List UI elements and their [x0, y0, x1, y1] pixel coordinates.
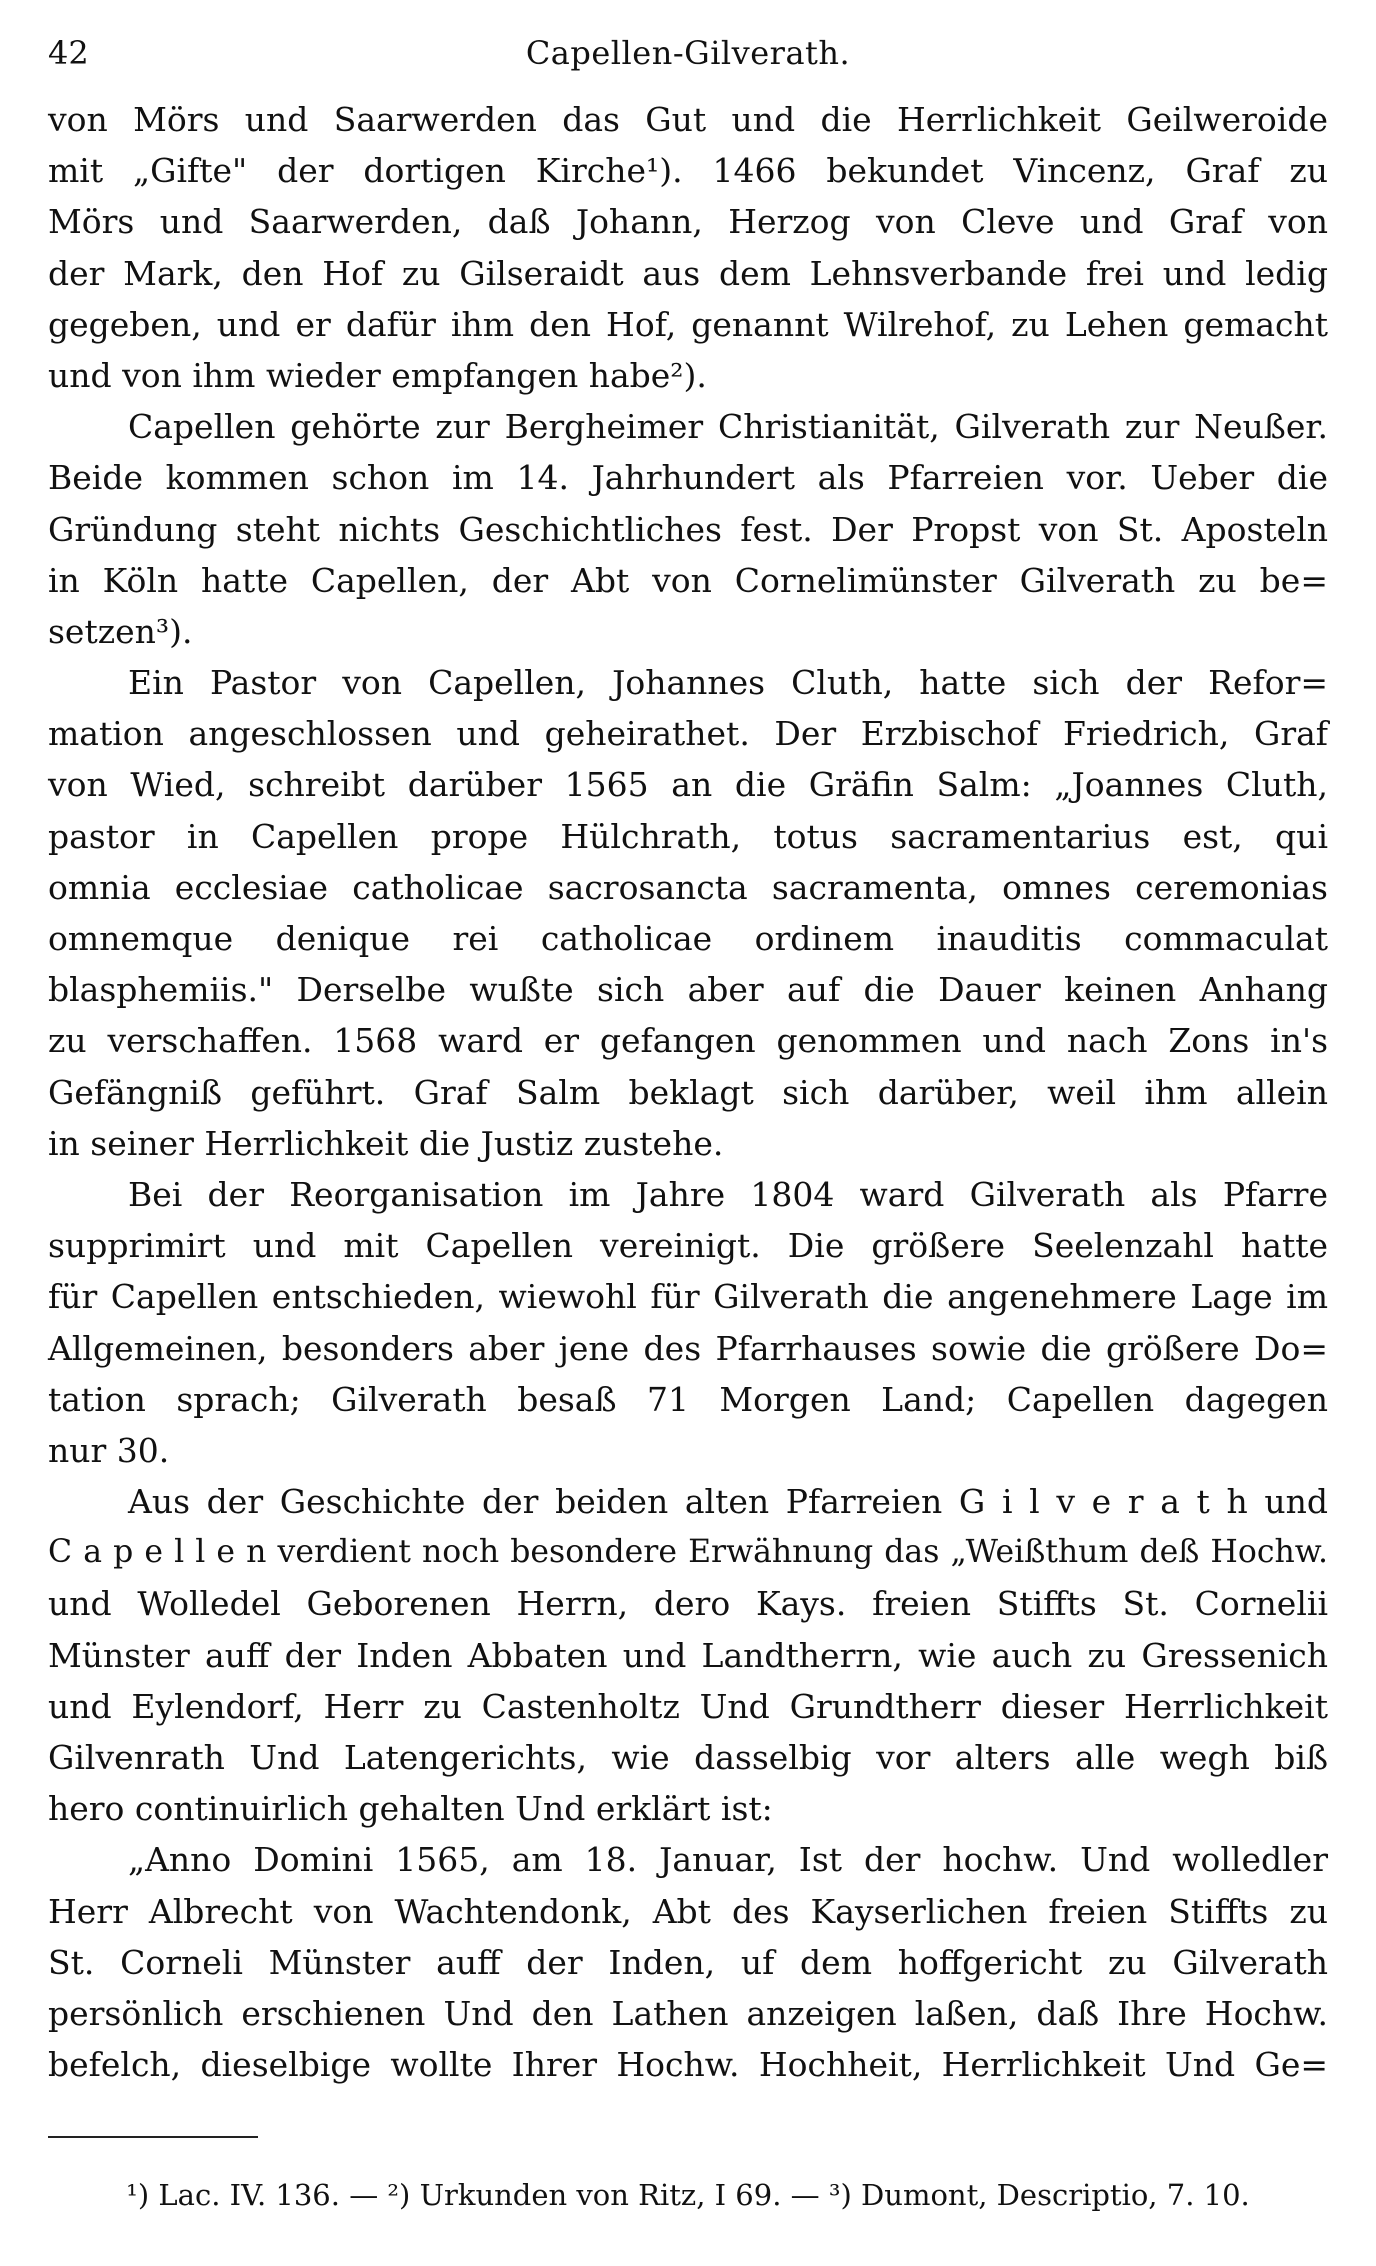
text-line: nur 30.	[48, 1430, 170, 1470]
page-header	[48, 28, 1328, 90]
body-text	[48, 94, 1328, 2090]
text-line: Ein Pastor von Capellen, Johannes Cluth, hatte sich der Refor=	[128, 663, 1328, 703]
text-line: mit „Gifte" der dortigen Kirche¹). 1466 bekundet Vincenz, Graf zu	[48, 151, 1328, 191]
footnotes: ¹) Lac. IV. 136. — ²) Urkunden von Ritz, I 69. — ³) Dumont, Descriptio, 7. 10.	[126, 2178, 1250, 2213]
text-line: Aus der Geschichte der beiden alten Pfarreien G i l v e r a t h und	[128, 1482, 1328, 1522]
book-page	[48, 28, 1328, 2212]
text-line: pastor in Capellen prope Hülchrath, totus sacramentarius est, qui	[48, 816, 1328, 856]
text-line: der Mark, den Hof zu Gilseraidt aus dem Lehnsverbande frei und ledig	[48, 253, 1328, 293]
text-line: omnia ecclesiae catholicae sacrosancta sacramenta, omnes ceremonias	[48, 867, 1328, 907]
text-line: Bei der Reorganisation im Jahre 1804 ward Gilverath als Pfarre	[128, 1174, 1328, 1214]
text-line: Gründung steht nichts Geschichtliches fest. Der Propst von St. Aposteln	[48, 509, 1328, 549]
text-line: zu verschaffen. 1568 ward er gefangen genommen und nach Zons in's	[48, 1021, 1328, 1061]
text-line: Münster auff der Inden Abbaten und Landtherrn, wie auch zu Gressenich	[48, 1635, 1328, 1675]
text-line: omnemque denique rei catholicae ordinem inauditis commaculat	[48, 919, 1328, 958]
text-line: von Mörs und Saarwerden das Gut und die Herrlichkeit Geilweroide	[48, 100, 1328, 139]
text-line: in Köln hatte Capellen, der Abt von Cornelimünster Gilverath zu be=	[48, 560, 1328, 600]
text-line: persönlich erschienen Und den Lathen anzeigen laßen, daß Ihre Hochw.	[48, 1993, 1328, 2033]
text-line: C a p e l l e n verdient noch besondere Erwähnung das „Weißthum deß Hochw.	[48, 1534, 1328, 1571]
text-line: St. Corneli Münster auff der Inden, uf dem hoffgericht zu Gilverath	[48, 1942, 1328, 1982]
text-line: hero continuirlich gehalten Und erklärt ist:	[48, 1789, 773, 1829]
text-line: und Wolledel Geborenen Herrn, dero Kays. freien Stiffts St. Cornelii	[48, 1584, 1328, 1624]
text-line: in seiner Herrlichkeit die Justiz zustehe.	[48, 1123, 724, 1163]
text-line: und Eylendorf, Herr zu Castenholtz Und Grundtherr dieser Herrlichkeit	[48, 1686, 1328, 1726]
text-line: Beide kommen schon im 14. Jahrhundert als Pfarreien vor. Ueber die	[48, 458, 1328, 498]
running-title: Capellen-Gilverath.	[525, 34, 851, 72]
text-line: befelch, dieselbige wollte Ihrer Hochw. Hochheit, Herrlichkeit Und Ge=	[48, 2045, 1328, 2085]
text-line: „Anno Domini 1565, am 18. Januar, Ist der hochw. Und wolledler	[128, 1840, 1328, 1880]
text-line: mation angeschlossen und geheirathet. Der Erzbischof Friedrich, Graf	[48, 714, 1328, 754]
text-line: Allgemeinen, besonders aber jene des Pfarrhauses sowie die größere Do=	[48, 1328, 1328, 1368]
page-number: 42	[48, 34, 89, 72]
text-line: supprimirt und mit Capellen vereinigt. Die größere Seelenzahl hatte	[48, 1226, 1328, 1266]
text-line: Gefängniß geführt. Graf Salm beklagt sich darüber, weil ihm allein	[48, 1072, 1328, 1112]
text-line: Capellen gehörte zur Bergheimer Christianität, Gilverath zur Neußer.	[128, 407, 1328, 447]
text-line: tation sprach; Gilverath besaß 71 Morgen Land; Capellen dagegen	[48, 1379, 1328, 1419]
text-line: Mörs und Saarwerden, daß Johann, Herzog von Cleve und Graf von	[48, 202, 1328, 242]
text-line: von Wied, schreibt darüber 1565 an die Gräfin Salm: „Joannes Cluth,	[48, 765, 1328, 805]
footnote-rule	[48, 2136, 258, 2138]
text-line: Herr Albrecht von Wachtendonk, Abt des Kayserlichen freien Stiffts zu	[48, 1891, 1328, 1931]
text-line: für Capellen entschieden, wiewohl für Gilverath die angenehmere Lage im	[48, 1277, 1328, 1317]
text-line: blasphemiis." Derselbe wußte sich aber auf die Dauer keinen Anhang	[48, 970, 1328, 1010]
text-line: setzen³).	[48, 611, 193, 651]
text-line: gegeben, und er dafür ihm den Hof, genannt Wilrehof, zu Lehen gemacht	[48, 304, 1328, 344]
text-line: Gilvenrath Und Latengerichts, wie dasselbig vor alters alle wegh biß	[48, 1738, 1328, 1777]
text-line: und von ihm wieder empfangen habe²).	[48, 355, 707, 395]
